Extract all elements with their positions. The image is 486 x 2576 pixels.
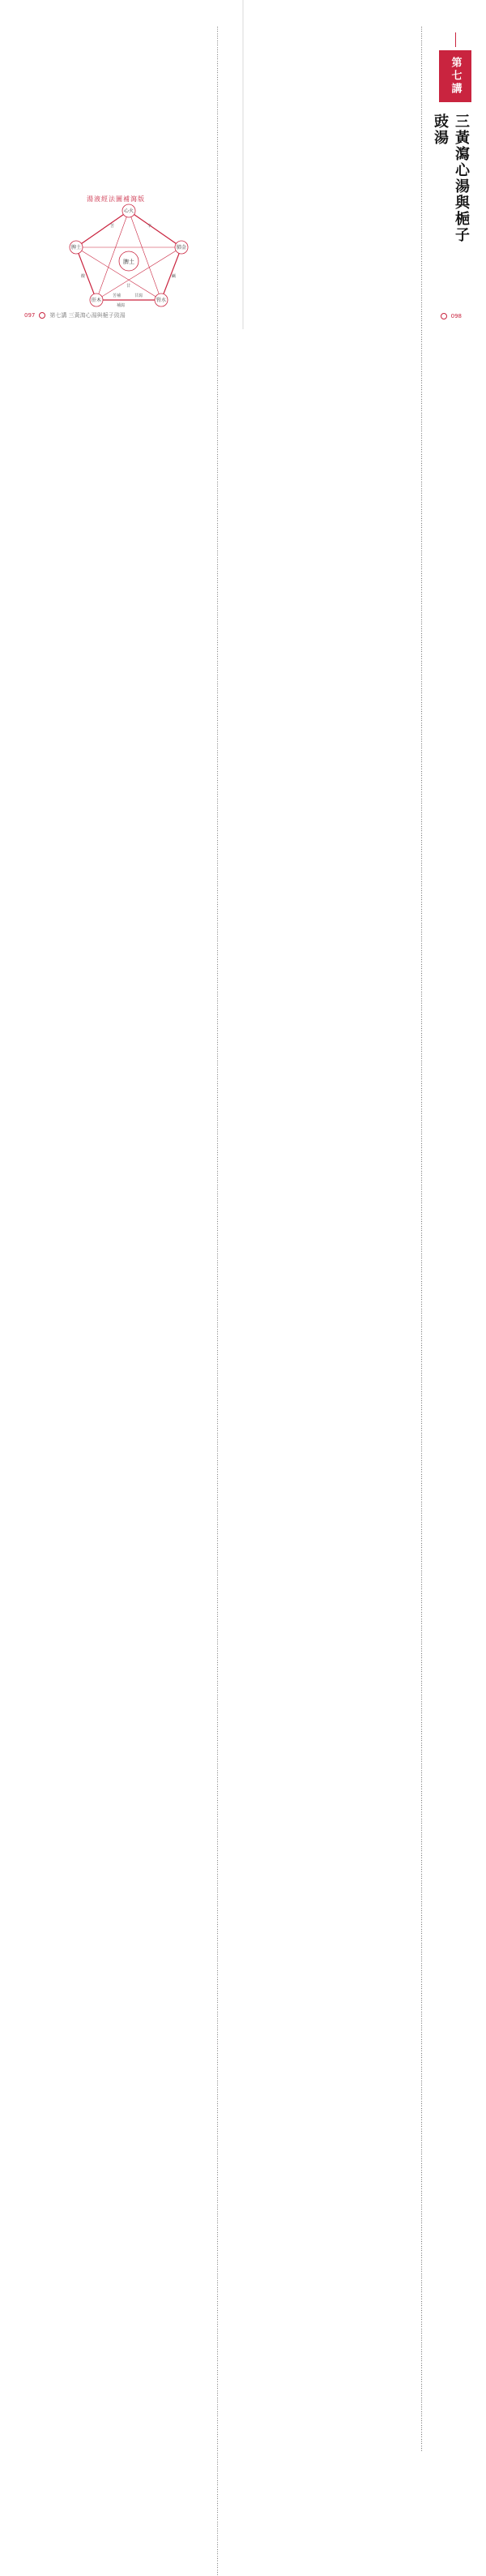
five-elements-diagram bbox=[68, 203, 190, 312]
center-label: 脾土 bbox=[123, 259, 134, 265]
chapter-rule bbox=[455, 32, 456, 47]
outer-label-0: 苦 bbox=[110, 224, 115, 229]
outer-label-5: 補瀉 bbox=[117, 303, 126, 308]
node-right-label: 肺金 bbox=[176, 245, 187, 251]
outer-label-2: 鹹 bbox=[172, 274, 177, 279]
chapter-title: 三黃瀉心湯與梔子豉湯 bbox=[432, 114, 470, 243]
left-footer bbox=[24, 311, 126, 319]
right-footer bbox=[441, 313, 462, 319]
node-bottom-right-label: 腎水 bbox=[156, 298, 167, 303]
left-page-body: ………………………………………………………………………………………………………………………………………………………………………………………………………………………………………………………………………………………………………………………………………………………………………………………………………………………………………………………………………………………………………………………………………………………………………………………………………………………………………………………………………………………………………………………………………………………………………………………………………………………………………………………………………………………………………………………………………………………………………………………………………………………… bbox=[215, 26, 223, 2576]
chapter-label: 第七講 bbox=[439, 50, 471, 102]
node-top-label: 心火 bbox=[123, 208, 134, 214]
left-running-head: 第七講 三黃瀉心湯與梔子豉湯 bbox=[49, 312, 126, 319]
left-page-number: 097 bbox=[24, 312, 36, 319]
outer-label-1: 辛 bbox=[147, 224, 152, 229]
outer-label-6: 苦補 bbox=[113, 294, 122, 298]
outer-label-4: 甘 bbox=[126, 284, 131, 289]
page-gutter bbox=[242, 0, 244, 329]
outer-label-7: 甘瀉 bbox=[134, 294, 143, 298]
right-page-number: 098 bbox=[450, 313, 462, 319]
footer-ring-icon bbox=[39, 312, 45, 319]
node-left-label: 脾土 bbox=[70, 245, 82, 251]
right-page-body: ………………………………………………………………………………………………………………………………………………………………………………………………………………………………………………………………………………………………………………………………………………………………………………………………………………………………………………………………………………………………………………………………………………………………………………………………………………………………………………………………………………………………………………………………………………………………………………………………………………………………………………………………………………………………………………………………………………………………………… bbox=[420, 26, 427, 2452]
outer-label-3: 酸 bbox=[81, 274, 86, 279]
diagram-title: 湯液經法圖補瀉版 bbox=[87, 195, 145, 203]
footer-ring-icon bbox=[441, 313, 447, 319]
node-bottom-left-label: 肝木 bbox=[91, 298, 102, 303]
